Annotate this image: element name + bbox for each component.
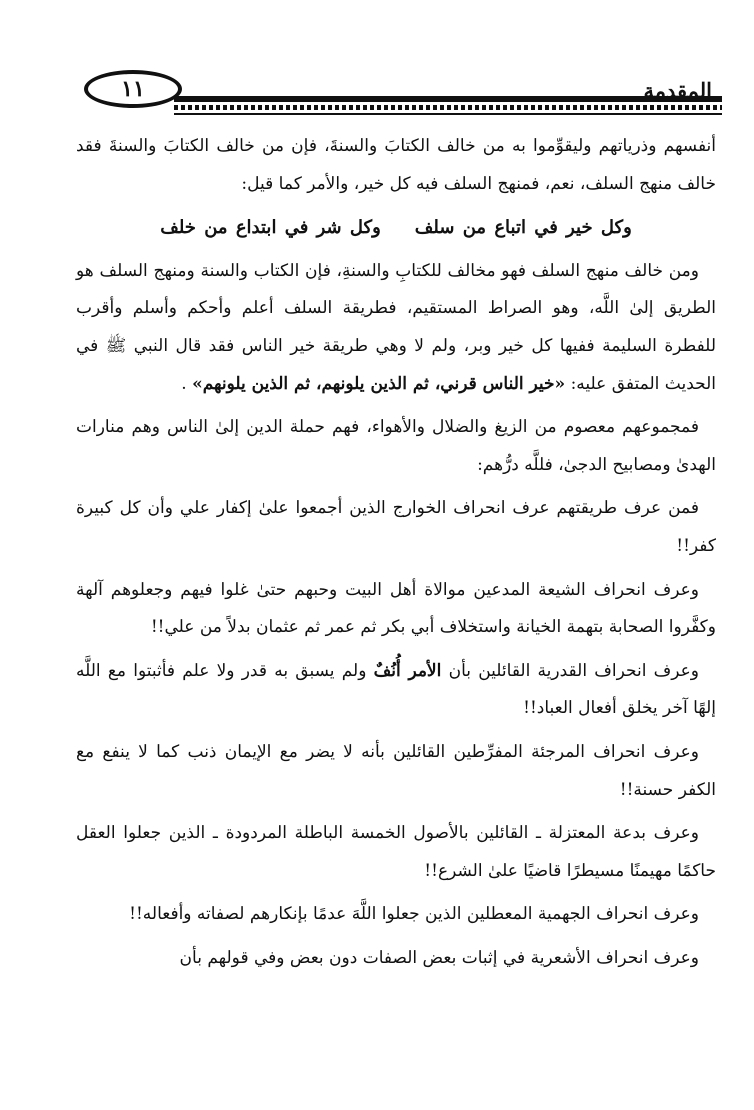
paragraph-6-text-start: وعرف انحراف القدرية القائلين بأن	[448, 660, 699, 681]
paragraph-3-text: فمجموعهم معصوم من الزيغ والضلال والأهواء، فهم حملة الدين إلىٰ الناس وهم منارات الهدىٰ ومصابيح الدجىٰ، فللَّه درُّهم:	[76, 417, 716, 475]
paragraph-10-text: وعرف انحراف الأشعرية في إثبات بعض الصفات دون بعض وفي قولهم بأن	[179, 947, 699, 968]
paragraph-1-line-1: أنفسهم وذرياتهم وليقوِّموا به من خالف الكتابَ والسنةَ، فإن من خالف الكتابَ والسنةَ	[108, 136, 716, 156]
page-header	[82, 66, 722, 120]
paragraph-8-text: وعرف بدعة المعتزلة ـ القائلين بالأصول الخمسة الباطلة المردودة ـ الذين جعلوا العقل حاكمًا مهيمنًا مسيطرًا قاضيًا علىٰ الشرع!!	[76, 823, 716, 881]
page-number-badge	[84, 70, 182, 108]
paragraph-2-end: .	[181, 373, 187, 394]
paragraph-9-text: وعرف انحراف الجهمية المعطلين الذين جعلوا اللَّهَ عدمًا بإنكارهم لصفاته وأفعاله!!	[129, 904, 699, 925]
paragraph-2-text: ومن خالف منهج السلف فهو مخالف للكتابِ والسنةِ، فإن الكتاب والسنة ومنهج السلف هو الطريق إلىٰ اللَّه، وهو الصراط المستقيم، فطريقة السلف أعلم وأحكم وأسلم وأقرب للفطرة السليمة ففيها كل خير وبر، ولم لا وهي طريقة خير الناس فقد قال النبي ﷺ في الحديث المتفق عليه:	[76, 260, 716, 394]
paragraph-5-text: وعرف انحراف الشيعة المدعين موالاة أهل البيت وحبهم حتىٰ غلوا فيهم وجعلوهم آلهة وكفَّروا الصحابة بتهمة الخيانة واستخلاف أبي بكر ثم عمر ثم عثمان بدلاً من علي!!	[76, 579, 716, 638]
paragraph-9	[76, 896, 716, 934]
paragraph-8	[76, 815, 716, 890]
header-rule-thin	[174, 113, 722, 115]
chapter-title: المقدمة	[643, 78, 712, 103]
page-number: ١١	[121, 76, 145, 102]
paragraph-6	[76, 653, 716, 728]
verse-first-hemistich: وكل خير في اتباع من سلف	[414, 217, 632, 239]
paragraph-1	[76, 128, 716, 203]
header-rule-thick	[174, 96, 722, 102]
paragraph-4-text: فمن عرف طريقتهم عرف انحراف الخوارج الذين أجمعوا علىٰ إكفار علي وأن كل كبيرة كفر!!	[76, 498, 716, 556]
poetry-verse	[76, 209, 716, 247]
bold-phrase: الأمر أُنُفٌ	[373, 660, 442, 681]
body-text	[76, 128, 716, 977]
paragraph-7	[76, 734, 716, 809]
paragraph-1-line-2: فقد خالف منهج السلف، نعم، فمنهج السلف فيه كل خير، والأمر كما قيل:	[76, 136, 716, 194]
paragraph-4	[76, 490, 716, 565]
paragraph-7-text: وعرف انحراف المرجئة المفرِّطين القائلين بأنه لا يضر مع الإيمان ذنب كما لا ينفع مع الكفر حسنة!!	[76, 741, 716, 800]
paragraph-6-text-end: ولم يسبق به قدر ولا علم فأثبتوا مع اللَّه إلهًا آخر يخلق أفعال العباد!!	[76, 660, 716, 719]
paragraph-3	[76, 409, 716, 484]
verse-second-hemistich: وكل شر في ابتداع من خلف	[160, 217, 381, 239]
header-rule-dashed	[174, 105, 722, 110]
paragraph-10	[76, 940, 716, 978]
paragraph-5	[76, 572, 716, 647]
hadith-quote: «خير الناس قرني، ثم الذين يلونهم، ثم الذين يلونهم»	[192, 373, 566, 394]
paragraph-2	[76, 253, 716, 403]
